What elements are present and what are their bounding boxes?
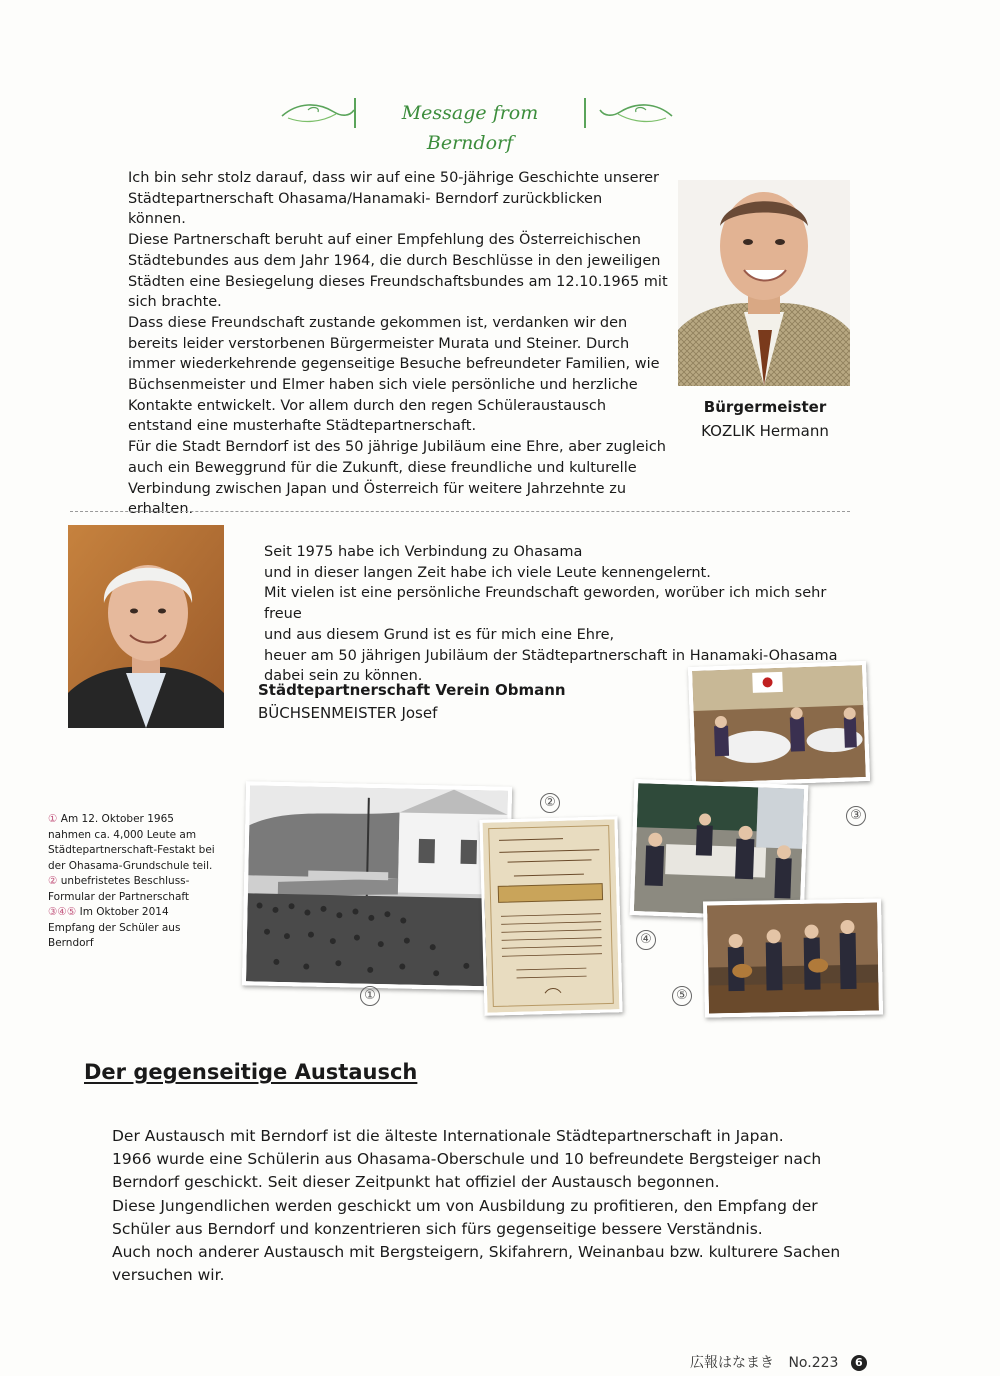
photo-mark-3: ③ <box>846 806 866 826</box>
mayor-message-text <box>128 168 673 520</box>
exchange-section-text <box>112 1125 852 1287</box>
photo-mark-2: ② <box>540 793 560 813</box>
caption-3-mark: ③④⑤ <box>48 906 77 918</box>
caption-1-line: Städtepartnerschaft-Festakt bei <box>48 844 215 856</box>
mayor-line: immer wiederkehrende gegenseitige Besuche befreundeter Familien, wie <box>128 356 660 373</box>
mayor-line: Für die Stadt Berndorf ist des 50 jährige Jubiläum eine Ehre, aber zugleich <box>128 439 666 456</box>
mayor-line: Städten eine Besiegelung dieses Freundschaftsbundes am 12.10.1965 mit <box>128 273 668 290</box>
photo-mark-4: ④ <box>636 930 656 950</box>
exchange-line: Diese Jungendlichen werden geschickt um von Ausbildung zu profitieren, den Empfang der <box>112 1196 818 1215</box>
page-footer <box>690 1352 867 1372</box>
photo-mark-1: ① <box>360 986 380 1006</box>
obmann-signature-title: Städtepartnerschaft Verein Obmann <box>258 681 566 699</box>
mayor-signature-title: Bürgermeister <box>703 398 827 416</box>
mayor-line: bereits leider verstorbenen Bürgermeister Murata und Steiner. Durch <box>128 335 630 352</box>
mayor-line: Städtepartnerschaft Ohasama/Hanamaki- Berndorf zurückblicken <box>128 190 603 207</box>
mayor-line: können. <box>128 211 186 228</box>
caption-3-line: Empfang der Schüler aus <box>48 921 181 934</box>
exchange-line: Der Austausch mit Berndorf ist die älteste Internationale Städtepartnerschaft in Japan. <box>112 1127 784 1145</box>
exchange-line: Auch noch anderer Austausch mit Bergsteigern, Skifahrern, Weinanbau bzw. kulturere Sachen <box>112 1243 841 1262</box>
section-divider <box>70 511 850 512</box>
exchange-line: Berndorf geschickt. Seit dieser Zeitpunkt hat offiziel der Austausch begonnen. <box>112 1173 720 1192</box>
mayor-signature-name: KOZLIK Hermann <box>701 422 829 440</box>
mayor-message <box>128 168 673 520</box>
header-ornament-right-icon <box>596 98 676 128</box>
caption-1-mark: ① <box>48 813 58 825</box>
photo-mark-5: ⑤ <box>672 986 692 1006</box>
caption-1-line: nahmen ca. 4,000 Leute am <box>48 828 197 841</box>
photo-banquet-2014 <box>688 661 870 787</box>
caption-2-line: Formular der Partnerschaft <box>48 890 190 903</box>
caption-2 <box>48 874 218 890</box>
page-header-title: Message from Berndorf <box>401 102 539 154</box>
mayor-line: Verbindung zwischen Japan und Österreich für weitere Jahrzehnte zu erhalten. <box>128 480 627 518</box>
exchange-line: 1966 wurde eine Schülerin aus Ohasama-Oberschule und 10 befreundete Bergsteiger nach <box>112 1150 822 1169</box>
mayor-line: Diese Partnerschaft beruht auf einer Empfehlung des Österreichischen <box>128 232 641 249</box>
mayor-line: entstand eine musterhafte Städtepartnerschaft. <box>128 418 477 435</box>
photo-captions <box>48 812 218 952</box>
header-divider-left <box>354 98 356 128</box>
mayor-line: sich brachte. <box>128 294 222 311</box>
page-number: 6 <box>851 1355 867 1371</box>
exchange-section-heading: Der gegenseitige Austausch <box>84 1060 418 1084</box>
caption-2-mark: ② <box>48 875 58 887</box>
obmann-line: und in dieser langen Zeit habe ich viele Leute kennengelernt. <box>264 564 711 581</box>
mayor-portrait-photo <box>678 180 850 386</box>
obmann-line: Seit 1975 habe ich Verbindung zu Ohasama <box>264 544 583 560</box>
mayor-line: Büchsenmeister und Elmer haben sich viele persönliche und herzliche <box>128 377 638 394</box>
caption-1 <box>48 812 218 828</box>
exchange-line: Schüler aus Berndorf und konzentrieren sich fürs gegenseitige bessere Verständnis. <box>112 1219 763 1238</box>
caption-3-line: Berndorf <box>48 937 94 949</box>
mayor-line: Städtebundes aus dem Jahr 1964, die durch Beschlüsse in den jeweiligen <box>128 252 661 269</box>
caption-1-line: der Ohasama-Grundschule teil. <box>48 859 213 872</box>
obmann-line: Mit vielen ist eine persönliche Freundschaft geworden, worüber ich mich sehr freue <box>264 585 827 623</box>
mayor-line: Kontakte entwickelt. Vor allem durch den regen Schüleraustausch <box>128 397 607 414</box>
publication-name: 広報はなまき <box>690 1355 774 1371</box>
caption-3-line: Im Oktober 2014 <box>79 906 169 918</box>
mayor-line: auch ein Beweggrund für die Zukunft, diese freundliche und kulturelle <box>128 459 637 476</box>
mayor-line: Ich bin sehr stolz darauf, dass wir auf eine 50-jährige Geschichte unserer <box>128 170 660 186</box>
obmann-portrait-photo <box>68 525 224 728</box>
mayor-line: Dass diese Freundschaft zustande gekommen ist, verdanken wir den <box>128 314 628 331</box>
issue-number: No.223 <box>788 1355 839 1371</box>
photo-ceremony-1965 <box>242 781 512 991</box>
obmann-line: dabei sein zu können. <box>264 668 423 685</box>
caption-1-line: Am 12. Oktober 1965 <box>60 813 174 825</box>
photo-resolution-document <box>479 816 622 1016</box>
obmann-line: heuer am 50 jährigen Jubiläum der Städtepartnerschaft in Hanamaki-Ohasama <box>264 647 838 664</box>
obmann-line: und aus diesem Grund ist es für mich eine Ehre, <box>264 626 615 643</box>
exchange-line: versuchen wir. <box>112 1266 225 1285</box>
header-divider-right <box>584 98 586 128</box>
header-ornament-left-icon <box>278 98 358 128</box>
caption-3 <box>48 905 218 921</box>
photo-concert-2014 <box>703 898 883 1017</box>
caption-2-line: unbefristetes Beschluss- <box>60 875 190 887</box>
obmann-signature-name: BÜCHSENMEISTER Josef <box>258 704 438 722</box>
